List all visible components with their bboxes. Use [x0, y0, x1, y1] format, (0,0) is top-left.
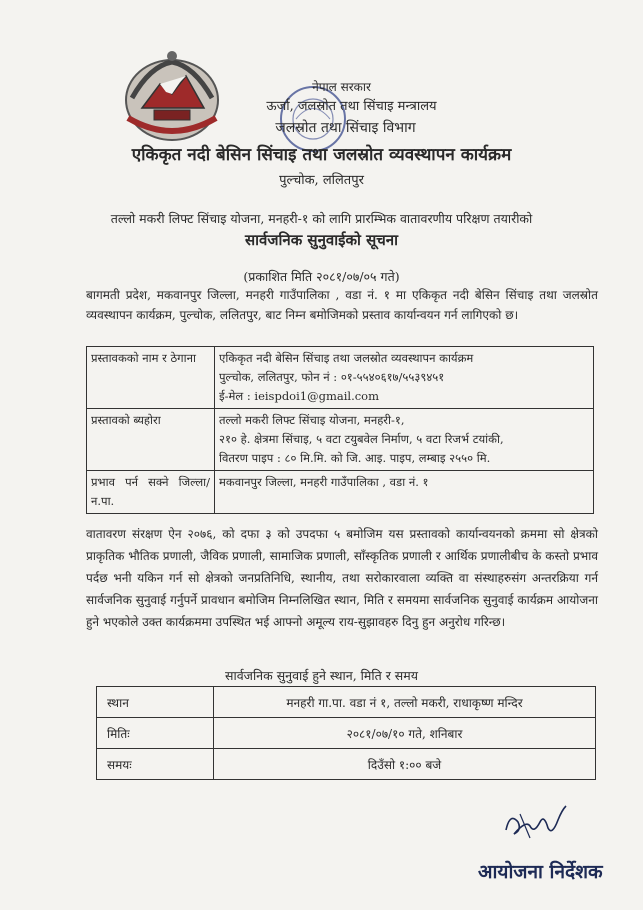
- signature-icon: [500, 800, 570, 842]
- table-row: [87, 471, 594, 514]
- time-label: समयः: [97, 749, 214, 780]
- notice-subtitle: तल्लो मकरी लिफ्ट सिंचाइ योजना, मनहरी-१ को लागि प्रारम्भिक वातावरणीय परिक्षण तयारीको: [110, 211, 533, 226]
- proponent-details: [215, 347, 594, 409]
- proponent-label: प्रस्तावकको नाम र ठेगाना: [87, 347, 215, 409]
- table-row: [97, 749, 596, 780]
- proposal-line: २१० हे. क्षेत्रमा सिंचाइ, ५ वटा टयुबवेल निर्माण, ५ वटा रिजर्भ टयांकी,: [219, 432, 504, 446]
- venue-value: मनहरी गा.पा. वडा नं १, तल्लो मकरी, राधाकृष्ण मन्दिर: [214, 687, 596, 718]
- proposal-line: वितरण पाइप : ८० मि.मि. को जि. आइ. पाइप, लम्बाइ २५५० मि.: [219, 451, 491, 465]
- schedule-title: सार्वजनिक सुनुवाई हुने स्थान, मिति र समय: [225, 668, 418, 683]
- published-date: (प्रकाशित मिति २०८१/०७/०५ गते): [243, 269, 400, 284]
- program-name: एकिकृत नदी बेसिन सिंचाइ तथा जलस्रोत व्यवस्थापन कार्यक्रम: [131, 145, 512, 165]
- government-name: नेपाल सरकार: [312, 80, 371, 94]
- table-row: [97, 718, 596, 749]
- affected-area-label: प्रभाव पर्न सक्ने जिल्ला/न.पा.: [87, 471, 215, 514]
- schedule-table: [96, 686, 596, 780]
- time-value: दिउँसो १:०० बजे: [214, 749, 596, 780]
- table-row: [87, 409, 594, 471]
- notice-title: सार्वजनिक सुनुवाईको सूचना: [244, 231, 398, 249]
- intro-paragraph: बागमती प्रदेश, मकवानपुर जिल्ला, मनहरी गाउँपालिका , वडा नं. १ मा एकिकृत नदी बेसिन सिंचाइ तथा जलस्रोत व्यवस्थापन कार्यक्रम, पुल्चोक, ललितपुर, बाट निम्न बमोजिमको प्रस्ताव कार्यान्वयन गर्न लागिएको छ।: [86, 288, 598, 322]
- date-value: २०८१/०७/१० गते, शनिबार: [214, 718, 596, 749]
- affected-area-value: मकवानपुर जिल्ला, मनहरी गाउँपालिका , वडा नं. १: [215, 471, 594, 514]
- proponent-address: पुल्चोक, ललितपुर, फोन नं : ०१-५५४०६१७/५५३९४५१: [219, 370, 445, 384]
- proposal-line: तल्लो मकरी लिफ्ट सिंचाइ योजना, मनहरी-१,: [219, 413, 405, 427]
- department-name: जलस्रोत तथा सिंचाइ विभाग: [275, 120, 416, 136]
- proposal-label: प्रस्तावको ब्यहोरा: [87, 409, 215, 471]
- table-row: [87, 347, 594, 409]
- main-paragraph: वातावरण संरक्षण ऐन २०७६, को दफा ३ को उपदफा ५ बमोजिम यस प्रस्तावको कार्यान्वयनको क्रममा सो क्षेत्रको प्राकृतिक भौतिक प्रणाली, जैविक प्रणाली, सामाजिक प्रणाली, साँस्कृतिक प्रणाली र आर्थिक प्रणालीबीच के कस्तो प्रभाव पर्दछ भनी यकिन गर्न सो क्षेत्रको जनप्रतिनिधि, स्थानीय, तथा सरोकारवाला व्यक्ति वा संस्थाहरुसंग अन्तरक्रिया गर्न सार्वजनिक सुनुवाई गर्नुपर्ने प्रावधान बमोजिम निम्नलिखित स्थान, मिति र समयमा सार्वजनिक सुनुवाई कार्यक्रम आयोजना हुने भएकोले उक्त कार्यक्रममा उपस्थित भई आफ्नो अमूल्य राय-सुझावहरु दिनु हुन अनुरोध गरिन्छ।: [86, 527, 598, 629]
- ministry-name: ऊर्जा, जलस्रोत तथा सिंचाइ मन्त्रालय: [266, 99, 437, 114]
- proposal-details: [215, 409, 594, 471]
- office-address: पुल्चोक, ललितपुर: [279, 173, 364, 188]
- date-label: मितिः: [97, 718, 214, 749]
- venue-label: स्थान: [97, 687, 214, 718]
- table-row: [97, 687, 596, 718]
- signer-title: आयोजना निर्देशक: [478, 861, 603, 883]
- proposal-info-table: [86, 346, 594, 514]
- proponent-email: ई-मेल : ieispdoi1@gmail.com: [219, 389, 379, 403]
- proponent-name: एकिकृत नदी बेसिन सिंचाइ तथा जलस्रोत व्यवस्थापन कार्यक्रम: [219, 351, 474, 365]
